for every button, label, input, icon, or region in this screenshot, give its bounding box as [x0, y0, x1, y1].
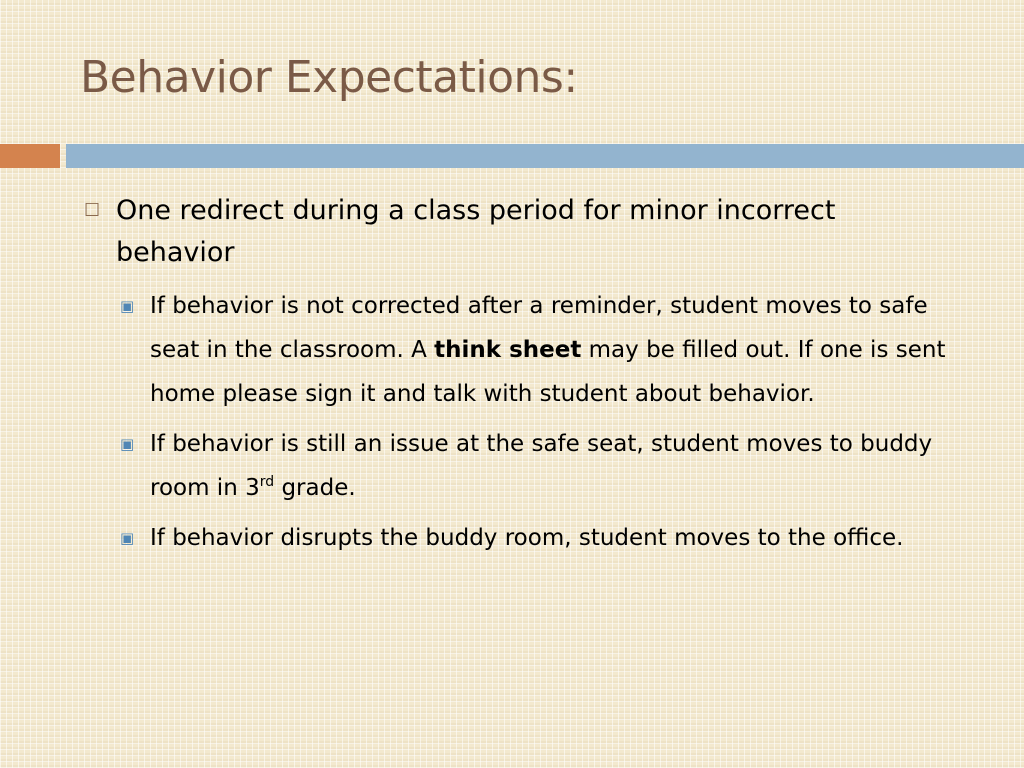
sub-bullet-text-part: If behavior is not corrected after a reminder, student moves to safe seat in the classroom. A: [150, 293, 928, 363]
filled-square-icon: ▣: [120, 529, 135, 547]
sub-bullet-text-part: may be filled out. If one is sent home please sign it and talk with student about behavior.: [150, 337, 946, 407]
sub-bullet-text: [150, 284, 970, 416]
sub-bullet-office: [120, 516, 984, 560]
sub-bullet-buddy-room: [120, 422, 984, 510]
filled-square-icon: ▣: [120, 297, 135, 315]
filled-square-icon: ▣: [120, 435, 135, 453]
sub-bullet-text-part: grade.: [274, 475, 356, 501]
sub-bullet-list: [120, 284, 984, 560]
ordinal-superscript: rd: [259, 474, 275, 490]
bullet-main-text: One redirect during a class period for minor incorrect behavior: [116, 195, 836, 268]
bullet-main: [84, 190, 984, 274]
think-sheet-bold: think sheet: [434, 337, 582, 363]
sub-bullet-safe-seat: [120, 284, 984, 416]
sub-bullet-text: [150, 422, 970, 510]
hollow-square-icon: ☐: [84, 200, 101, 221]
slide-title: Behavior Expectations:: [80, 52, 578, 103]
accent-bar-orange: [0, 144, 60, 168]
sub-bullet-text-part: If behavior is still an issue at the safe seat, student moves to buddy room in 3: [150, 431, 933, 501]
accent-bar-blue: [66, 144, 1024, 168]
sub-bullet-text: If behavior disrupts the buddy room, student moves to the office.: [150, 525, 904, 551]
slide-content: [84, 190, 984, 566]
